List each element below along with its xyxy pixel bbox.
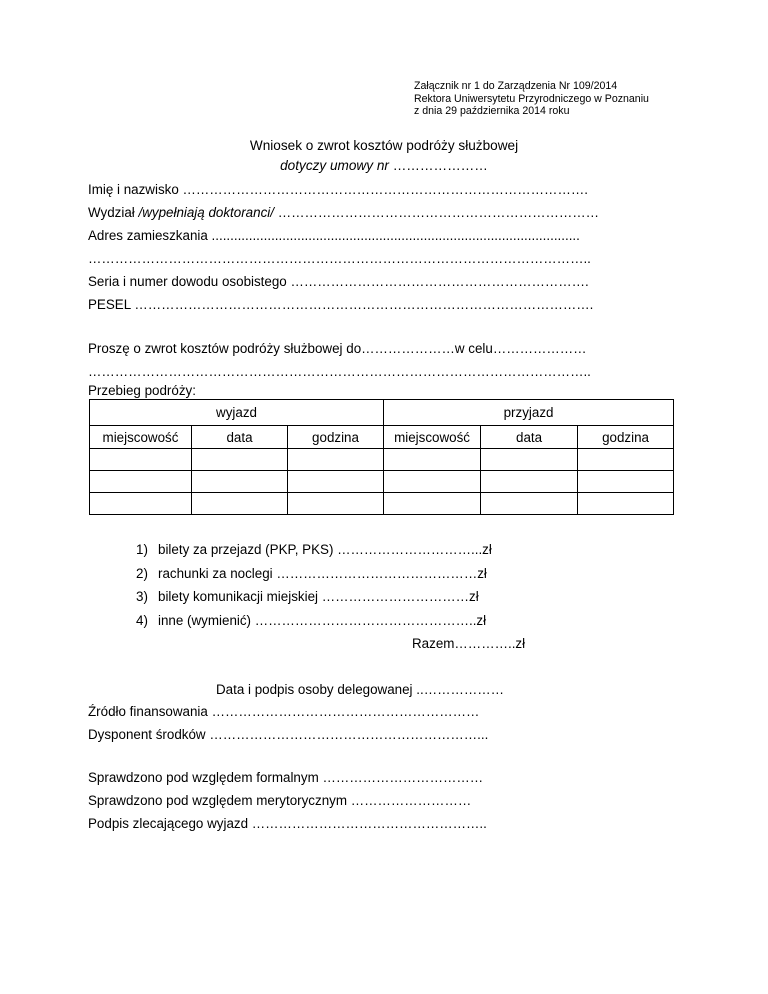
- column-header: data: [192, 426, 288, 449]
- funds-disposer-line: Dysponent środków ……………………………………………………...: [88, 727, 489, 742]
- table-cell[interactable]: [384, 471, 481, 493]
- table-cell[interactable]: [481, 449, 578, 471]
- cost-item-text: inne (wymienić) …………………………………………..zł: [158, 613, 487, 628]
- cost-item-other: [136, 613, 486, 628]
- cost-item-number: 1): [136, 542, 148, 557]
- table-cell[interactable]: [288, 449, 384, 471]
- id-card-field: Seria i numer dowodu osobistego ………………………………………………………….: [88, 274, 589, 289]
- faculty-note: /wypełniają doktoranci/: [138, 205, 274, 220]
- faculty-dots: ………………………………………………………………: [273, 205, 600, 220]
- cost-item-accommodation: [136, 566, 487, 581]
- funding-source-line: Źródło finansowania ……………………………………………………: [88, 704, 480, 719]
- table-cell[interactable]: [481, 493, 578, 515]
- table-cell[interactable]: [192, 493, 288, 515]
- column-header: miejscowość: [90, 426, 192, 449]
- column-header: godzina: [578, 426, 674, 449]
- document-title: Wniosek o zwrot kosztów podróży służbowej: [249, 138, 519, 153]
- table-cell[interactable]: [288, 471, 384, 493]
- faculty-label: Wydział: [88, 205, 139, 220]
- header-line-2: Rektora Uniwersytetu Przyrodniczego w Poznaniu: [414, 92, 649, 105]
- request-line: Proszę o zwrot kosztów podróży służbowej do…………………w celu…………………: [88, 341, 587, 356]
- contract-number-line: [0, 158, 768, 173]
- table-cell[interactable]: [578, 471, 674, 493]
- cost-item-text: rachunki za noclegi ………………………………………zł: [158, 566, 487, 581]
- table-group-header: [90, 400, 674, 426]
- table-cell[interactable]: [384, 493, 481, 515]
- formal-check-line: Sprawdzono pod względem formalnym ………………………………: [88, 770, 484, 785]
- pesel-field: PESEL ………………………………………………………………………………………….: [88, 297, 594, 312]
- table-cell[interactable]: [384, 449, 481, 471]
- ordering-signature-line: Podpis zlecającego wyjazd ……………………………………………..: [88, 816, 487, 831]
- table-cell[interactable]: [192, 471, 288, 493]
- cost-item-number: 3): [136, 589, 148, 604]
- cost-item-number: 4): [136, 613, 148, 628]
- document-header: [414, 80, 649, 118]
- column-header: data: [481, 426, 578, 449]
- table-cell[interactable]: [578, 449, 674, 471]
- table-cell[interactable]: [90, 471, 192, 493]
- request-continuation: …………………………………………………………………………………………………..: [88, 364, 591, 379]
- delegate-signature-line: Data i podpis osoby delegowanej ..………………: [216, 682, 505, 697]
- cost-item-number: 2): [136, 566, 148, 581]
- table-row: [90, 449, 674, 471]
- address-continuation: …………………………………………………………………………………………………..: [88, 251, 591, 266]
- table-cell[interactable]: [481, 471, 578, 493]
- cost-item-public-transport: [136, 589, 479, 604]
- address-field: Adres zamieszkania ...................................................................................................: [88, 228, 580, 243]
- table-cell[interactable]: [192, 449, 288, 471]
- column-header: miejscowość: [384, 426, 481, 449]
- faculty-field: [88, 205, 599, 220]
- table-row: [90, 471, 674, 493]
- cost-item-tickets: [136, 542, 492, 557]
- route-label: Przebieg podróży:: [88, 383, 196, 398]
- column-header: godzina: [288, 426, 384, 449]
- contract-number-field: …………………: [388, 158, 488, 173]
- route-table: [89, 399, 674, 515]
- cost-item-text: bilety komunikacji miejskiej ……………………………zł: [158, 589, 479, 604]
- contract-number-label: dotyczy umowy nr: [280, 158, 389, 173]
- cost-total: Razem…………..zł: [412, 636, 526, 651]
- header-line-1: Załącznik nr 1 do Zarządzenia Nr 109/2014: [414, 80, 618, 92]
- table-cell[interactable]: [90, 493, 192, 515]
- table-column-header: [90, 426, 674, 449]
- substantive-check-line: Sprawdzono pod względem merytorycznym ………………………: [88, 793, 472, 808]
- arrival-header: przyjazd: [384, 400, 674, 426]
- table-row: [90, 493, 674, 515]
- table-cell[interactable]: [90, 449, 192, 471]
- header-line-3: z dnia 29 października 2014 roku: [414, 105, 570, 117]
- table-cell[interactable]: [578, 493, 674, 515]
- departure-header: wyjazd: [90, 400, 384, 426]
- cost-item-text: bilety za przejazd (PKP, PKS) …………………………...zł: [158, 542, 492, 557]
- table-cell[interactable]: [288, 493, 384, 515]
- name-field: Imię i nazwisko ……………………………………………………………………………….: [88, 182, 588, 197]
